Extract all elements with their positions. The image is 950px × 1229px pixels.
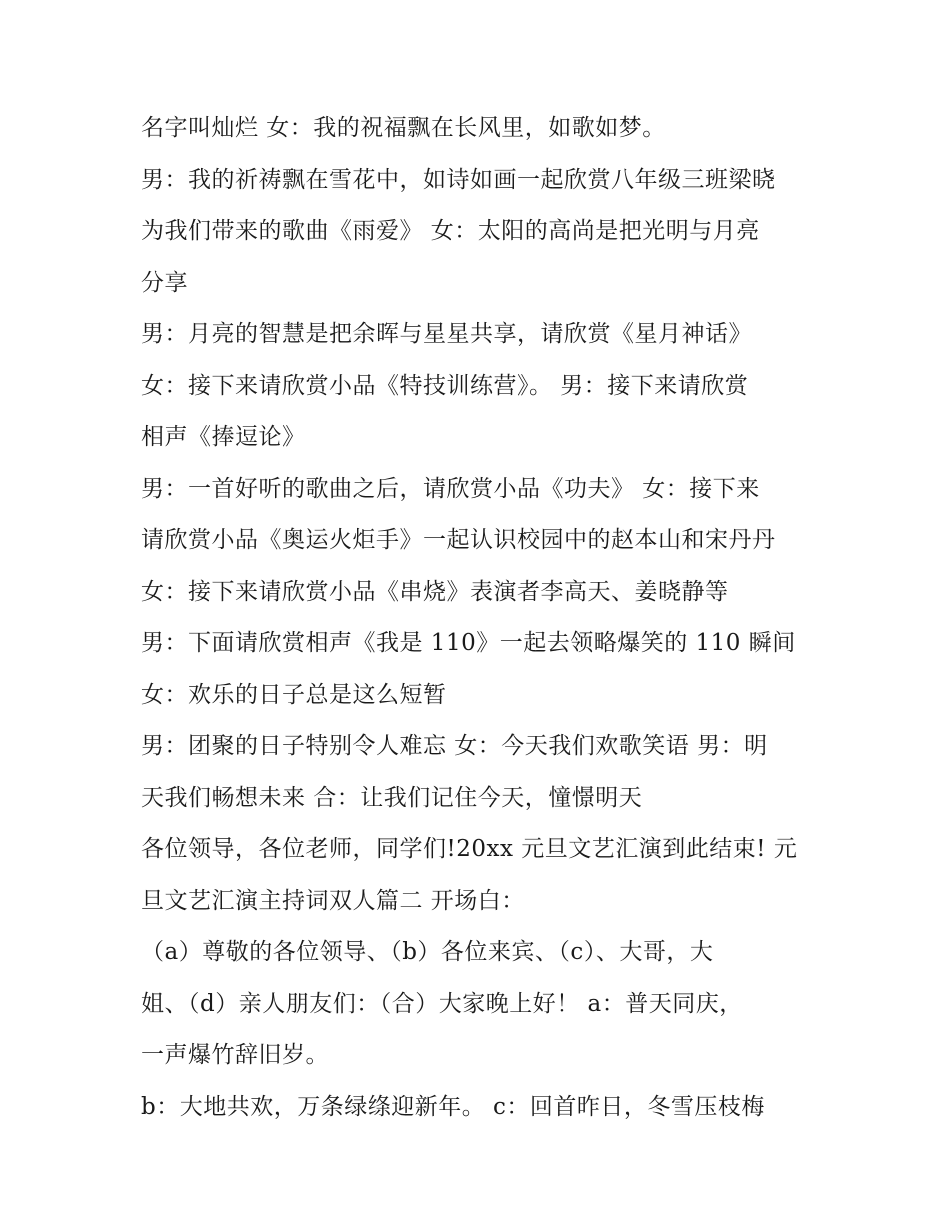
text-line: 各位领导，各位老师，同学们!20xx 元旦文艺汇演到此结束! 元 — [141, 836, 798, 862]
text-line: 男：下面请欣赏相声《我是 110》一起去领略爆笑的 110 瞬间 — [141, 630, 796, 656]
text-line: （a）尊敬的各位领导、（b）各位来宾、（c）、大哥，大 — [141, 939, 714, 965]
text-line: 女：接下来请欣赏小品《特技训练营》。 男：接下来请欣赏 — [141, 372, 749, 399]
text-line: 男：我的祈祷飘在雪花中，如诗如画一起欣赏八年级三班梁晓 — [141, 166, 776, 193]
text-line: 相声《捧逗论》 — [141, 424, 306, 450]
text-line: 男：月亮的智慧是把余晖与星星共享，请欣赏《星月神话》 — [141, 321, 752, 347]
text-line: 请欣赏小品《奥运火炬手》一起认识校园中的赵本山和宋丹丹 — [141, 527, 776, 553]
text-line: 旦文艺汇演主持词双人篇二 开场白： — [141, 887, 525, 914]
text-line: 女：欢乐的日子总是这么短暂 — [141, 681, 447, 708]
text-line: 姐、（d）亲人朋友们：（合）大家晚上好！ a：普天同庆， — [141, 990, 743, 1017]
text-line: 名字叫灿烂 女：我的祝福飘在长风里，如歌如梦。 — [141, 115, 666, 141]
text-line: 一声爆竹辞旧岁。 — [141, 1042, 329, 1068]
text-line: 为我们带来的歌曲《雨爱》 女：太阳的高尚是把光明与月亮 — [141, 218, 760, 244]
text-line: b：大地共欢，万条绿绦迎新年。 c：回首昨日，冬雪压枝梅 — [141, 1093, 765, 1120]
document-body — [141, 108, 821, 1138]
text-line: 男：一首好听的歌曲之后，请欣赏小品《功夫》 女：接下来 — [141, 475, 760, 502]
text-line: 男：团聚的日子特别令人难忘 女：今天我们欢歌笑语 男：明 — [141, 733, 768, 759]
text-line: 天我们畅想未来 合：让我们记住今天，憧憬明天 — [141, 784, 643, 811]
text-line: 分享 — [141, 269, 188, 296]
text-line: 女：接下来请欣赏小品《串烧》表演者李高天、姜晓静等 — [141, 578, 729, 605]
